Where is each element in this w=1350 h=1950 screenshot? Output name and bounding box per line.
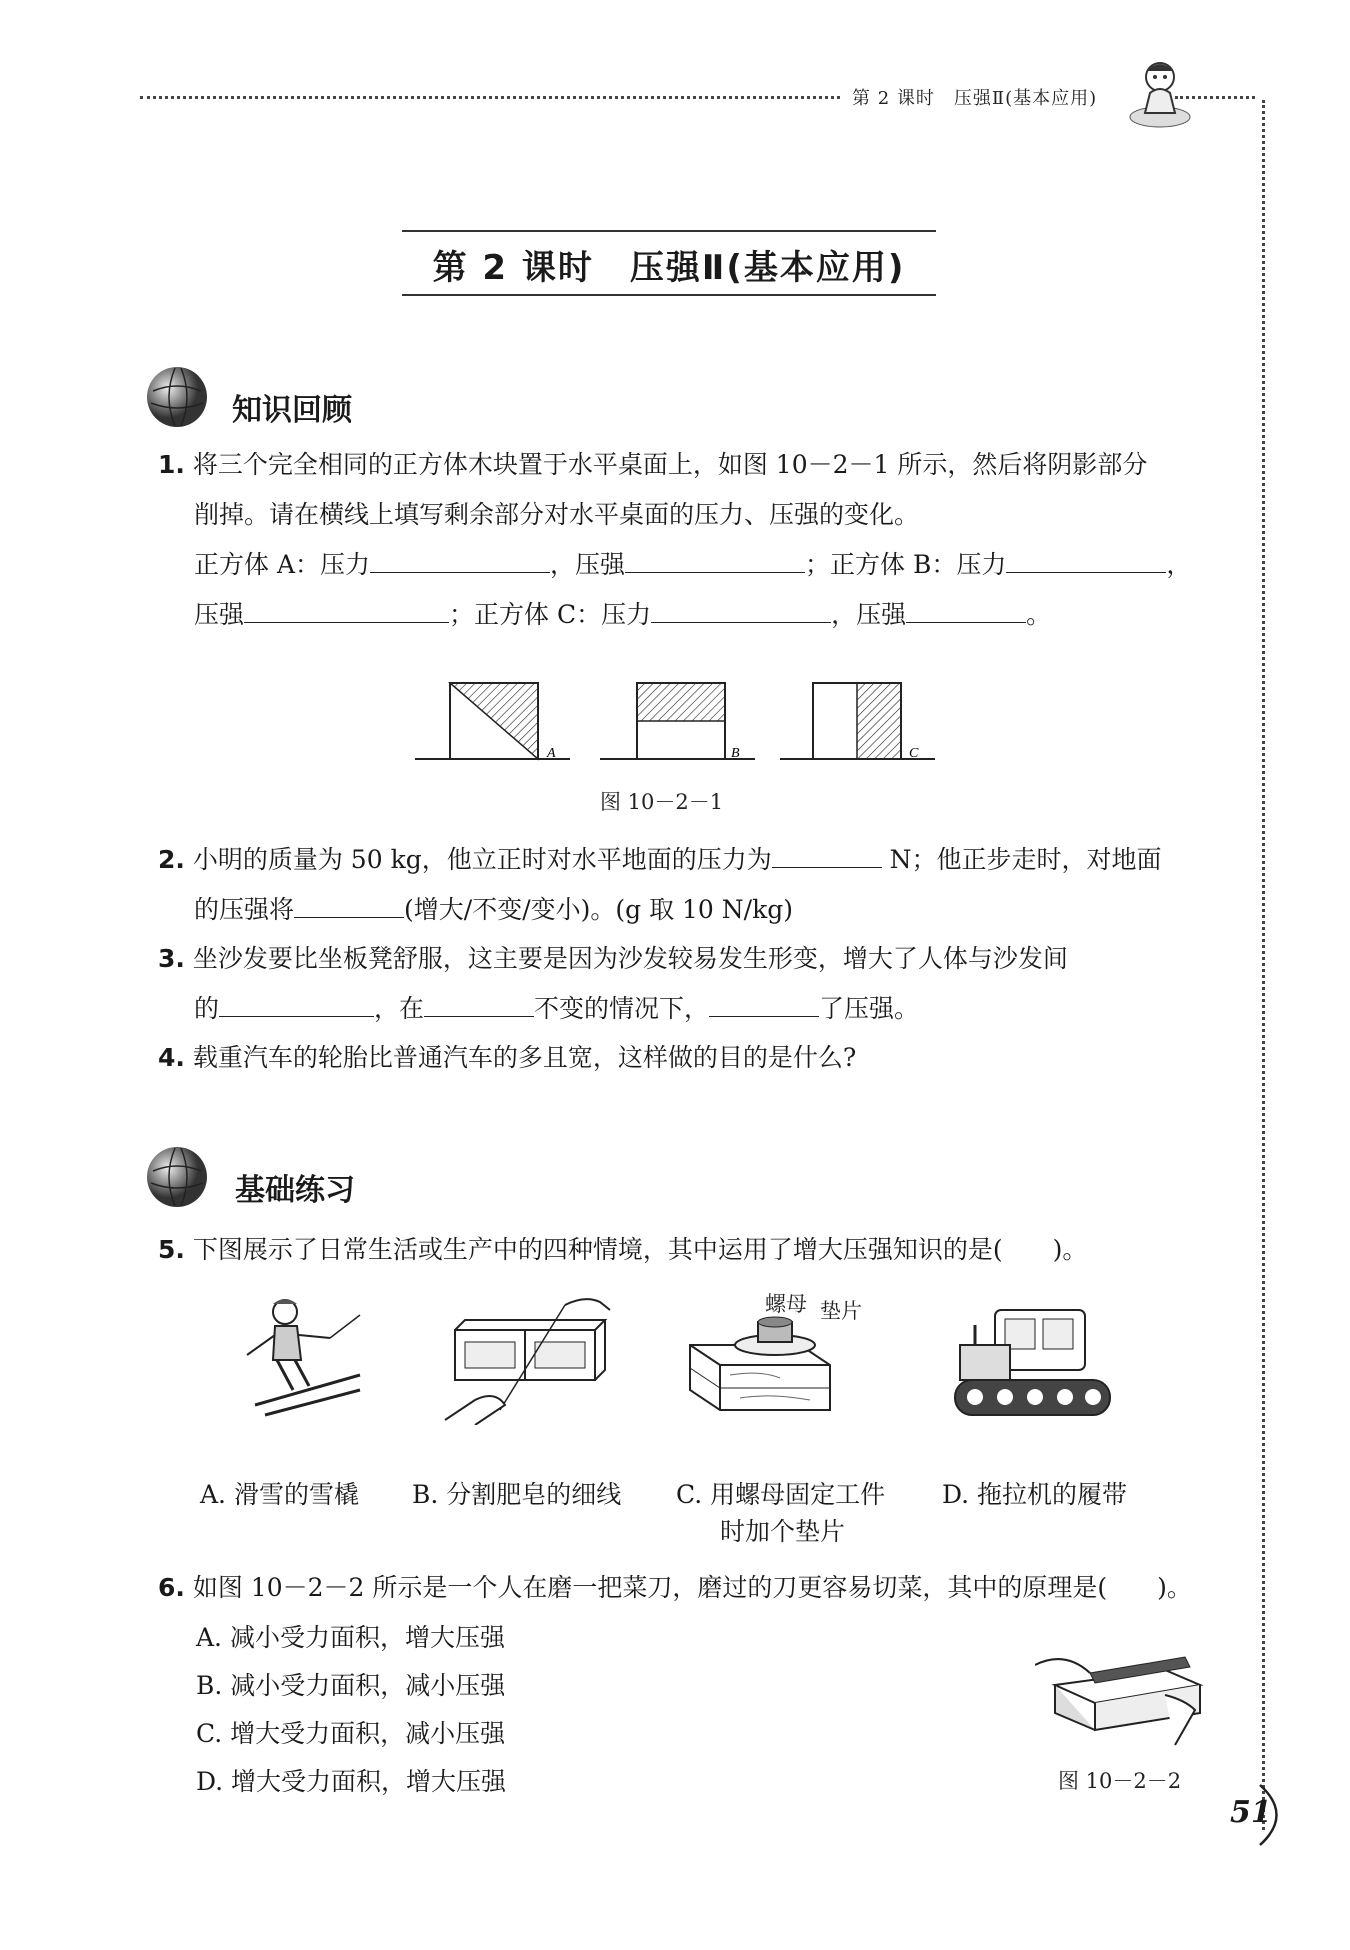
option-c[interactable]: C. 用螺母固定工件 [676,1480,886,1509]
question-number: 3. [158,944,185,973]
section-title-practice: 基础练习 [235,1173,355,1208]
header-dotted-rule-right [1175,96,1255,99]
question-text: 载重汽车的轮胎比普通汽车的多且宽，这样做的目的是什么? [192,1043,857,1072]
globe-icon [145,1145,209,1209]
option-b[interactable]: B. 减小受力面积，减小压强 [196,1671,506,1700]
question-text: N；他正步走时，对地面 [889,845,1162,874]
globe-icon [145,365,209,429]
question-text: 不变的情况下， [534,994,710,1023]
question-1 [158,440,1218,640]
answer-blank[interactable] [625,550,805,573]
question-text: 下图展示了日常生活或生产中的四种情境，其中运用了增大压强知识的是( )。 [192,1235,1088,1264]
answer-blank[interactable] [1006,550,1166,573]
question-number: 1. [158,450,185,479]
page-edge-dotted-rule [1262,100,1265,1830]
skier-illustration [235,1290,370,1425]
answer-blank[interactable] [424,994,534,1017]
label-nut: 螺母 [765,1292,807,1316]
header-dotted-rule [140,96,840,99]
answer-blank[interactable] [709,994,819,1017]
question-4 [158,1033,1218,1083]
question-text: 了压强。 [819,994,920,1023]
answer-blank[interactable] [244,600,449,623]
question-text: 小明的质量为 50 kg，他立正时对水平地面的压力为 [192,845,772,874]
nut-washer-illustration [680,1300,840,1425]
option-d[interactable]: D. 拖拉机的履带 [942,1480,1128,1509]
label-pressure: 压强 [194,600,245,629]
question-text: 削掉。请在横线上填写剩余部分对水平桌面的压力、压强的变化。 [194,500,920,529]
option-d[interactable]: D. 增大受力面积，增大压强 [196,1767,507,1796]
question-6 [158,1563,1228,1613]
option-a[interactable]: A. 滑雪的雪橇 [200,1480,359,1509]
page-number: 51 [1230,1795,1272,1830]
question-text: 的压强将 [194,895,295,924]
figure-caption: 图 10－2－2 [1058,1769,1182,1793]
figure-caption: 图 10－2－1 [600,790,724,814]
soap-cutting-illustration [435,1290,615,1425]
option-c-line2: 时加个垫片 [720,1517,846,1546]
question-3 [158,934,1218,1034]
tractor-illustration [945,1295,1115,1425]
question-number: 4. [158,1043,185,1072]
label-cube-a-force: 正方体 A：压力 [194,550,371,579]
question-number: 6. [158,1573,185,1602]
label-b: B [731,746,740,761]
answer-blank[interactable] [219,994,374,1017]
question-5 [158,1225,1218,1275]
label-pressure: ，压强 [550,550,626,579]
label-cube-c-force: ；正方体 C：压力 [449,600,652,629]
answer-blank[interactable] [651,600,831,623]
label-cube-b-force: ；正方体 B：压力 [805,550,1007,579]
option-a[interactable]: A. 减小受力面积，增大压强 [196,1623,505,1652]
question-number: 2. [158,845,185,874]
label-pressure: ，压强 [831,600,907,629]
punctuation: 。 [1026,600,1052,629]
punctuation: ， [1166,550,1192,579]
section-title-review: 知识回顾 [232,393,352,428]
question-number: 5. [158,1235,185,1264]
answer-blank[interactable] [772,845,882,868]
knife-sharpening-illustration [1035,1645,1210,1755]
running-header: 第 2 课时 压强Ⅱ(基本应用) [852,88,1098,109]
answer-blank[interactable] [906,600,1026,623]
label-washer: 垫片 [820,1299,862,1323]
question-2 [158,835,1218,935]
question-text: 将三个完全相同的正方体木块置于水平桌面上，如图 10－2－1 所示，然后将阴影部分 [192,450,1148,479]
option-b[interactable]: B. 分割肥皂的细线 [412,1480,622,1509]
option-c[interactable]: C. 增大受力面积，减小压强 [196,1719,506,1748]
question-text: 坐沙发要比坐板凳舒服，这主要是因为沙发较易发生形变，增大了人体与沙发间 [192,944,1068,973]
question-text: (增大/不变/变小)。(g 取 10 N/kg) [404,895,793,924]
answer-blank[interactable] [294,895,404,918]
question-text: ，在 [374,994,425,1023]
question-text: 的 [194,994,220,1023]
figure-10-2-1 [415,675,935,765]
label-c: C [909,746,919,761]
answer-blank[interactable] [370,550,550,573]
label-a: A [547,746,556,761]
cartoon-mascot-icon [1125,55,1195,135]
question-text: 如图 10－2－2 所示是一个人在磨一把菜刀，磨过的刀更容易切菜，其中的原理是( )。 [192,1573,1192,1602]
page-title: 第 2 课时 压强Ⅱ(基本应用) [432,248,906,288]
